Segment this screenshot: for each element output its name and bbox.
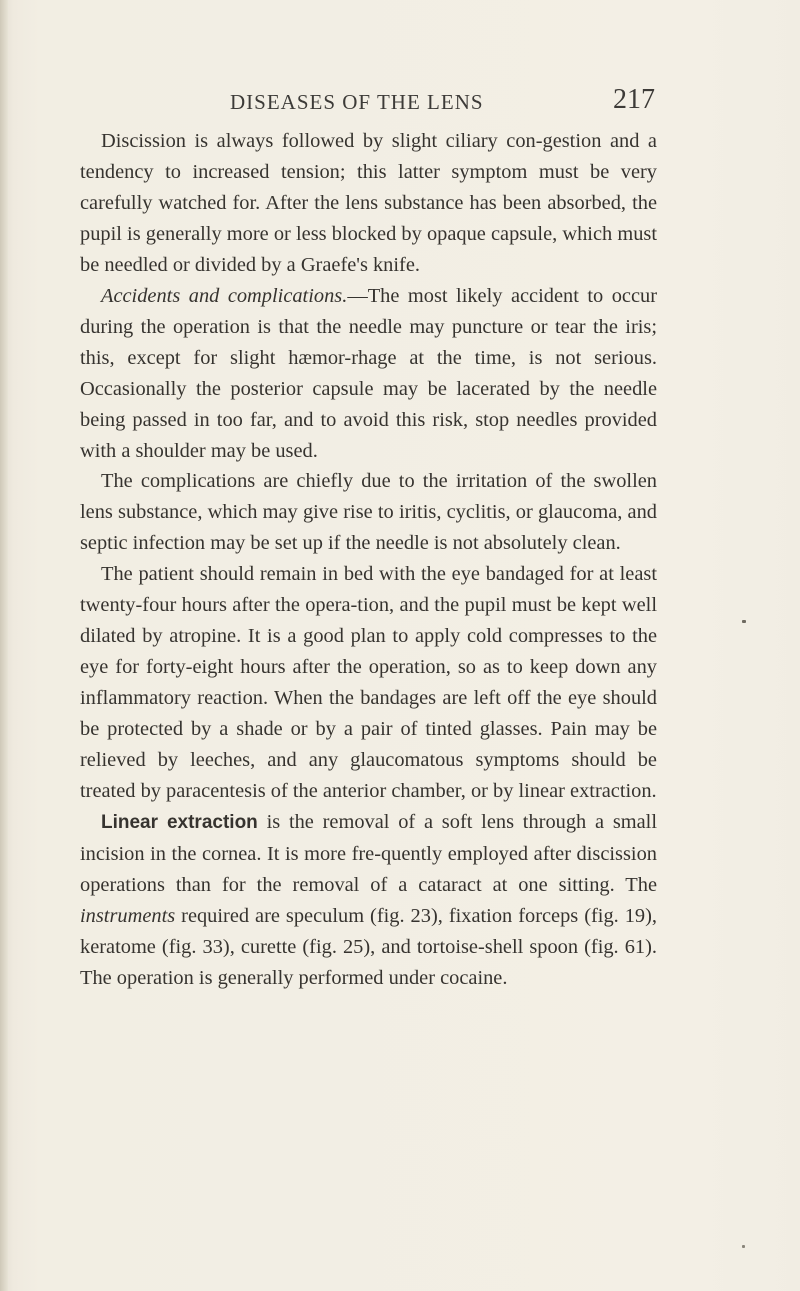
body-text bbox=[80, 126, 657, 994]
chapter-title: DISEASES OF THE LENS bbox=[230, 90, 484, 114]
section-heading-linear-extraction: Linear extraction bbox=[101, 811, 258, 833]
paragraph-linear-italic: instruments bbox=[80, 904, 176, 927]
section-heading-accidents: Accidents and complications. bbox=[101, 284, 348, 307]
margin-mark bbox=[742, 620, 746, 623]
paragraph-linear-text-b: required are speculum (fig. 23), fixation forceps (fig. 19), keratome (fig. 33), curette (fig. 25), and tortoise-shell spoon (fig. 61). The operation is generally performed under cocaine. bbox=[80, 904, 657, 989]
page-number: 217 bbox=[613, 84, 655, 115]
running-head bbox=[80, 84, 655, 120]
paragraph-linear-extraction bbox=[80, 807, 657, 994]
binding-edge bbox=[0, 0, 8, 1291]
paragraph-discission: Discission is always followed by slight ciliary con-gestion and a tendency to increased tension; this latter symptom must be very carefully watched for. After the lens substance has been absorbed, the pupil is generally more or less blocked by opaque capsule, which must be needled or divided by a Graefe's knife. bbox=[80, 130, 657, 276]
paragraph-aftercare: The patient should remain in bed with the eye bandaged for at least twenty-four hours after the opera-tion, and the pupil must be kept well dilated by atropine. It is a good plan to apply cold compresses to the eye for forty-eight hours after the operation, so as to keep down any inflammatory reaction. When the bandages are left off the eye should be protected by a shade or by a pair of tinted glasses. Pain may be relieved by leeches, and any glaucomatous symptoms should be treated by paracentesis of the anterior chamber, or by linear extraction. bbox=[80, 563, 657, 803]
paragraph-complications: The complications are chiefly due to the irritation of the swollen lens substance, which may give rise to iritis, cyclitis, or glaucoma, and septic infection may be set up if the needle is not absolutely clean. bbox=[80, 470, 657, 555]
margin-mark-lower bbox=[742, 1245, 745, 1248]
paragraph-accidents bbox=[80, 281, 657, 467]
paragraph-linear-text-a: is the removal of a soft lens through a small incision in the cornea. It is more fre-quently employed after discission operations than for the removal of a cataract at one sitting. The bbox=[80, 810, 658, 896]
paragraph-accidents-text: —The most likely accident to occur during the operation is that the needle may puncture or tear the iris; this, except for slight hæmor-rhage at the time, is not serious. Occasionally the posterior capsule may be lacerated by the needle being passed in too far, and to avoid this risk, stop needles provided with a shoulder may be used. bbox=[80, 284, 657, 462]
